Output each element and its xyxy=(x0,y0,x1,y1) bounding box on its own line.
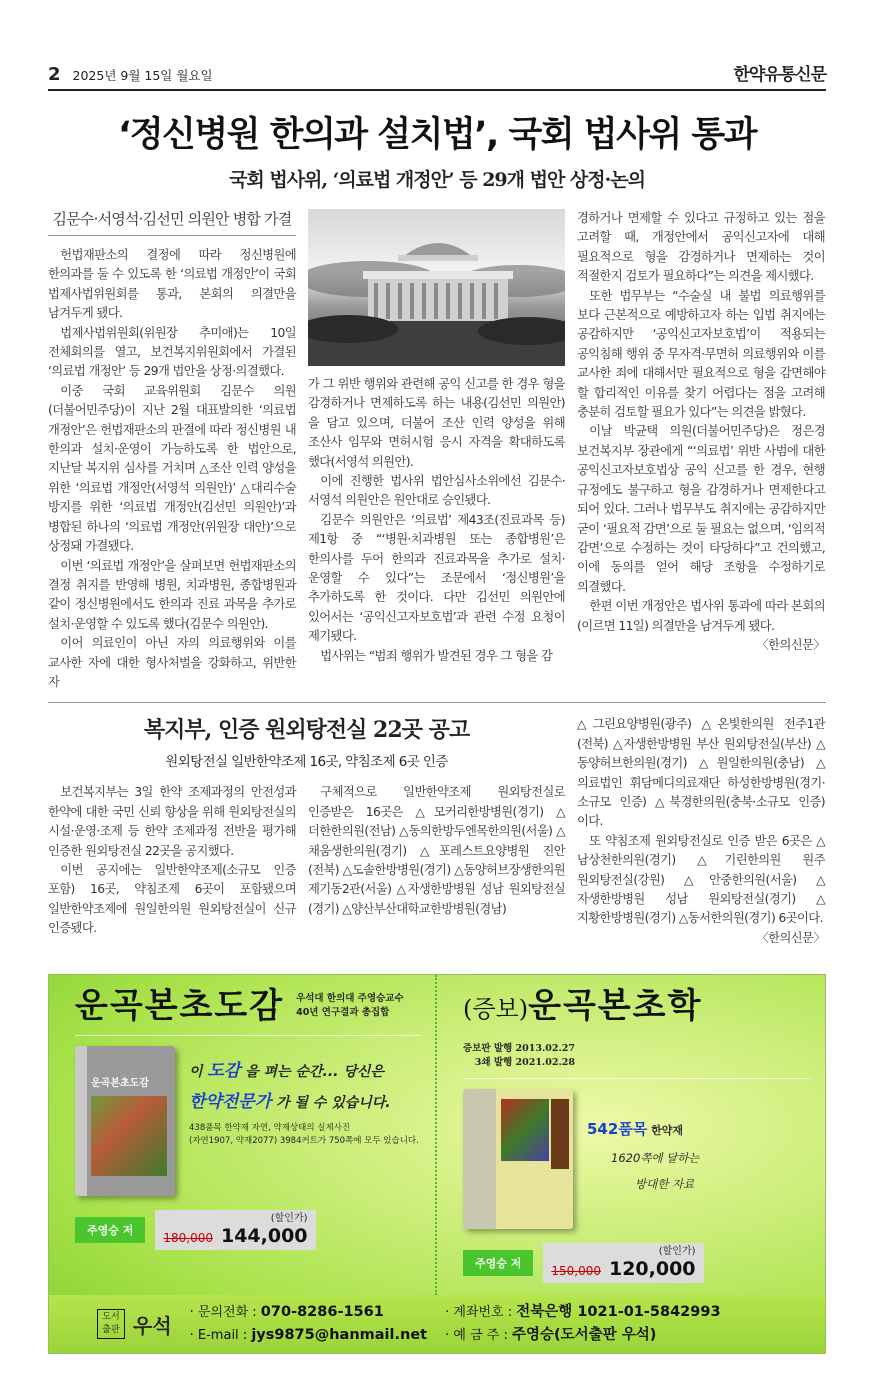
ad-right-highlight: 542품목 한약재 xyxy=(587,1120,684,1139)
ad-left-price-row xyxy=(75,1210,421,1250)
article2-column-1 xyxy=(48,783,296,938)
ad-right-line3: 방대한 자료 xyxy=(635,1177,695,1192)
page-header xyxy=(48,60,826,91)
page-number: 2 xyxy=(48,64,61,85)
article2-main xyxy=(48,715,565,948)
holder-info: · 예 금 주 : 주영승(도서출판 우석) xyxy=(445,1327,657,1344)
article1-column-3 xyxy=(577,209,825,692)
ad-right-text xyxy=(587,1119,811,1193)
national-assembly-photo xyxy=(308,209,565,366)
paragraph: 가 그 위반 행위와 관련해 공익 신고를 한 경우 형을 감경하거나 면제하도록 하는 내용(김선민 의원안)을 담고 있으며, 더불어 조산 인력 양성을 위해 조산사 임무와 면허시험 응시 자격을 확대하도록 했다(서영석 의원안). xyxy=(308,377,565,469)
paragraph: 이번 공지에는 일반한약조제(소규모 인증 포함) 16곳, 약침조제 6곳이 포함됐으며 일반한약조제에 원일한의원 원외탕전실이 신규 인증됐다. xyxy=(48,862,296,936)
paragraph: 김문수 의원안은 ‘의료법’ 제43조(진료과목 등) 제1항 중 “‘병원·치과병원 또는 종합병원’은 한의사를 두어 한의과 진료과목을 추가로 설치·운영할 수 있다”는 조문에서 ‘정신병원’을 추가하도록 한 것이다. 다만 김선민 의원안에 있어서는 ‘공익신고자보호법’과 관련 수정 요청이 제기됐다. xyxy=(308,512,565,644)
article1-column-1 xyxy=(48,209,296,692)
contact-info xyxy=(190,1303,427,1345)
paragraph: 법사위는 “범죄 행위가 발견된 경우 그 형을 감 xyxy=(320,648,553,663)
article1-body xyxy=(48,209,826,692)
paragraph: 헌법재판소의 결정에 따라 정신병원에 한의과를 둘 수 있도록 한 ‘의료법 개정안’이 국회 법제사법위원회를 통과, 본회의 의결만을 남겨두게 됐다. xyxy=(48,248,296,321)
book-spine-label xyxy=(551,1099,569,1169)
article2-column-2 xyxy=(308,783,565,938)
book-advertisement[interactable] xyxy=(48,974,826,1354)
publisher xyxy=(97,1309,172,1339)
paragraph: 법제사법위원회(위원장 추미애)는 10일 전체회의를 열고, 보건복지위원회에서 가결된 ‘의료법 개정안’ 등 29개 법안을 상정·의결했다. xyxy=(48,325,296,379)
account-info: · 계좌번호 : 전북은행 1021-01-5842993 xyxy=(445,1304,721,1321)
ad-tagline-1: 이 도감 을 펴는 순간... 당신은 xyxy=(189,1061,384,1082)
article-divider xyxy=(48,702,826,703)
payment-info xyxy=(445,1303,720,1345)
article2-source: 〈한의신문〉 xyxy=(756,930,825,945)
newspaper-brand: 한약유통신문 xyxy=(733,65,826,85)
email-info[interactable]: · E-mail : jys9875@hanmail.net xyxy=(189,1327,428,1344)
paragraph: 이중 국회 교육위원회 김문수 의원(더불어민주당)이 지난 2월 대표발의한 ‘의료법 개정안’은 헌법재판소의 판결에 따라 정신병원 내 한의과 설치·운영이 가능하도록 한 법안으로, 지난달 복지위 심사를 거치며 △조산 인력 양성을 위한 ‘의료법 개정안(서영석 의원안)’ △대리수술 방지를 위한 ‘의료법 개정안(김선민 의원안)’과 병합된 하나의 ‘의료법 개정안(위원장 대안)’으로 상정돼 가결됐다. xyxy=(48,383,296,554)
publisher-box: 도서 출판 xyxy=(97,1309,125,1339)
article2-columns xyxy=(48,783,565,938)
paragraph: 이번 ‘의료법 개정안’을 살펴보면 헌법재판소의 결정 취지를 반영해 병원, 치과병원, 종합병원과 같이 정신병원에서도 한의과 진료 과목을 추가로 설치·운영할 수 있도록 했다(김문수 의원안). xyxy=(48,558,296,631)
paragraph: 이에 진행한 법사위 법안심사소위에선 김문수·서영석 의원안은 원안대로 승인됐다. xyxy=(308,474,565,508)
ad-contact-bar xyxy=(49,1295,825,1353)
article1-source: 〈한의신문〉 xyxy=(756,637,825,652)
paragraph: 구체적으로 일반한약조제 원외탕전실로 인증받은 16곳은 △모커리한방병원(경기) △더한한의원(전남) △동의한방두엔목한의원(서울) △채움생한의원(경기) △포레스트요양병원 진안(전북) △도솔한방병원(경기) △동양허브장생한의원 제기동2관(서울) △자생한방병원 성남 원외탕전실(경기) △양산부산대학교한방병원(경남) xyxy=(308,785,565,916)
ad-left-note: 우석대 한의대 주영승교수 40년 연구결과 총집합 xyxy=(296,993,404,1019)
paragraph: △그린요양병원(광주) △온빛한의원 전주1관(전북) △자생한방병원 부산 원외탕전실(부산) △동양허브한의원(경기) △원일한의원(충남) △의료법인 휘담메디의료재단 하성한방병원(경기·소규모 인증) △북경한의원(충북·소규모 인증)이다. xyxy=(577,717,825,829)
paragraph: 이어 의료인이 아닌 자의 의료행위와 이를 교사한 자에 대한 형사처벌을 강화하고, 위반한 자 xyxy=(48,636,296,689)
publisher-logo: 우석 xyxy=(133,1313,172,1338)
paragraph: 보건복지부는 3일 한약 조제과정의 안전성과 한약에 대한 국민 신뢰 향상을 위해 원외탕전실의 시설·운영·조제 등 한약 조제과정 전반을 평가해 인증한 원외탕전실 22곳을 공지했다. xyxy=(48,785,296,858)
ad-left-book xyxy=(49,975,437,1295)
ad-tagline-2: 한약전문가 가 될 수 있습니다. xyxy=(189,1092,391,1113)
issue-date: 2025년 9월 15일 월요일 xyxy=(72,68,213,83)
book-cover-bonchohak xyxy=(463,1089,573,1229)
article2-headline: 복지부, 인증 원외탕전실 22곳 공고 xyxy=(143,717,470,744)
ad-books xyxy=(49,975,825,1295)
paragraph: 또한 법무부는 “수술실 내 불법 의료행위를 보다 근본적으로 예방하고자 하는 입법 취지에는 공감하지만 ‘공익신고자보호법’이 적용되는 공익침해 행위 중 무자격·무면허 의료행위와 이를 교사한 죄에 대해서만 필요적으로 형을 감면해야 할 합리적인 이유를 찾기 어렵다는 점을 고려해 충분히 검토할 필요가 있다”는 의견을 밝혔다. xyxy=(577,288,825,420)
ad-right-title-row xyxy=(463,985,811,1079)
ad-right-line2: 1620쪽에 달하는 xyxy=(611,1151,700,1166)
ad-right-note: 증보판 발행 2013.02.27 3쇄 발행 2021.02.28 xyxy=(463,1043,575,1069)
ad-left-text xyxy=(189,1046,421,1148)
ad-left-description: 438품목 한약재 자연, 약재상태의 실제사진 (자연1907, 약재2077) 3984커트가 750쪽에 모두 있습니다. xyxy=(189,1123,419,1147)
book-cover-title: 운곡본초도감 xyxy=(91,1078,149,1090)
phone-info: · 문의전화 : 070-8286-1561 xyxy=(189,1304,384,1321)
ad-right-price-row xyxy=(463,1243,811,1283)
article2-column-3 xyxy=(577,715,825,948)
ad-left-price: (할인가) 180,000 144,000 xyxy=(155,1210,315,1250)
article2-subheadline: 원외탕전실 일반한약조제 16곳, 약침조제 6곳 인증 xyxy=(165,754,448,771)
ad-right-book xyxy=(437,975,825,1295)
article1-column-2 xyxy=(308,209,565,692)
paragraph: 한편 이번 개정안은 법사위 통과에 따라 본회의(이르면 11일) 의결만을 남겨두게 됐다. xyxy=(577,599,825,633)
ad-right-content xyxy=(463,1089,811,1229)
book-cover-image xyxy=(91,1096,167,1176)
ad-left-title-row xyxy=(75,985,421,1036)
article1-headline: ‘정신병원 한의과 설치법’, 국회 법사위 통과 xyxy=(117,115,757,155)
article2 xyxy=(48,715,826,948)
paragraph: 이날 박균택 의원(더불어민주당)은 정은경 보건복지부 장관에게 “‘의료법’ 위반 사범에 대한 공익신고자보호법상 공익 신고를 한 경우, 현행 규정에도 불구하고 형을 감경하거나 면제한다고 되어 있다. 그러나 법무부도 취지에는 공감하지만 굳이 ‘필요적 감면’으로 둘 필요는 없으며, ‘임의적 감면’으로 수정하는 것이 타당하다”고 건의했고, 이에 동의를 얻어 해당 조항을 수정하기로 의결했다. xyxy=(577,424,825,594)
article1-subheadline: 국회 법사위, ‘의료법 개정안’ 등 29개 법안 상정·논의 xyxy=(229,169,645,191)
ad-right-title: (증보)운곡본초학 xyxy=(463,986,703,1027)
ad-right-author: 주영승 저 xyxy=(463,1250,533,1276)
ad-left-title: 운곡본초도감 xyxy=(75,986,285,1027)
ad-left-author: 주영승 저 xyxy=(75,1217,145,1243)
paragraph: 또 약침조제 원외탕전실로 인증 받은 6곳은 △남상천한의원(경기) △기린한의원 원주 원외탕전실(강원) △안중한의원(서울) △자생한방병원 성남 원외탕전실(경기) △지황한방병원(경기) △동서한의원(경기) 6곳이다. xyxy=(577,833,825,926)
ad-left-content xyxy=(75,1046,421,1196)
ad-right-price: (할인가) 150,000 120,000 xyxy=(543,1243,703,1283)
book-cover-dogam xyxy=(75,1046,175,1196)
article1-kicker: 김문수·서영석·김선민 의원안 병합 가결 xyxy=(48,209,296,236)
paragraph: 경하거나 면제할 수 있다고 규정하고 있는 점을 고려할 때, 개정안에서 공익신고자에 대해 필요적으로 형을 감경하거나 면제하는 것이 적절한지 검토가 필요하다”는 의견을 제시했다. xyxy=(577,211,825,284)
book-cover-image xyxy=(501,1099,549,1161)
